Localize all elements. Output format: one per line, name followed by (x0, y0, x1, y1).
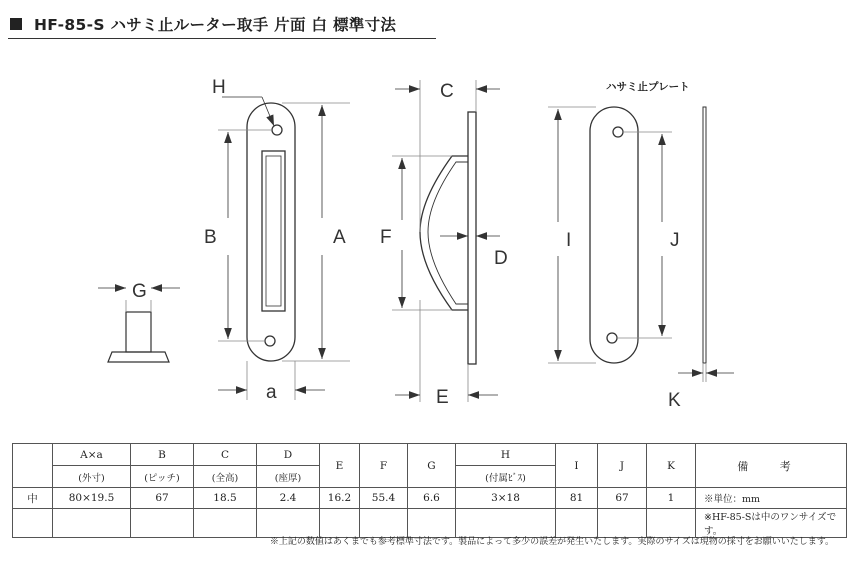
table-row (13, 488, 847, 509)
dim-j (616, 132, 672, 338)
header-cell: H (456, 444, 556, 466)
dim-b (218, 130, 272, 341)
handle-side-view (420, 112, 476, 364)
header-cell: J (598, 444, 647, 488)
label-k: K (668, 390, 681, 411)
label-j: J (670, 230, 680, 251)
label-f: F (380, 227, 392, 248)
title-text: HF-85-S ハサミ止ルーター取手 片面 白 標準寸法 (34, 16, 397, 34)
size-cell: 中 (13, 488, 53, 509)
value-cell: 16.2 (320, 488, 360, 509)
empty-cell (53, 509, 131, 538)
label-h: H (212, 77, 226, 98)
value-cell: 18.5 (194, 488, 257, 509)
spec-table (12, 443, 847, 538)
dim-f (392, 156, 452, 310)
header-size (13, 444, 53, 488)
handle-front-view (247, 103, 295, 361)
label-b: B (204, 227, 217, 248)
value-cell: 2.4 (257, 488, 320, 509)
value-cell: 67 (131, 488, 194, 509)
remark-cell: ※単位：mm (696, 488, 847, 509)
empty-cell (194, 509, 257, 538)
header-sub-cell: (付属ﾋﾞｽ) (456, 466, 556, 488)
empty-cell (131, 509, 194, 538)
header-cell: G (408, 444, 456, 488)
knob-side-view (108, 312, 169, 362)
label-a-width: a (266, 382, 277, 403)
value-cell: 3×18 (456, 488, 556, 509)
header-sub-cell: (座厚) (257, 466, 320, 488)
dim-i (548, 107, 596, 363)
label-d: D (494, 248, 508, 269)
header-remarks: 備 考 (696, 444, 847, 488)
empty-cell (13, 509, 53, 538)
value-cell: 81 (556, 488, 598, 509)
header-row-main (13, 444, 847, 466)
value-cell: 67 (598, 488, 647, 509)
label-c: C (440, 81, 454, 102)
header-cell: C (194, 444, 257, 466)
header-sub-cell: (外寸) (53, 466, 131, 488)
label-g: G (132, 281, 147, 302)
header-cell: E (320, 444, 360, 488)
header-cell: K (647, 444, 696, 488)
label-a: A (333, 227, 346, 248)
header-cell: A×a (53, 444, 131, 466)
header-cell: I (556, 444, 598, 488)
remark-cell: ※HF-85-Sは中のワンサイズです。 (696, 509, 847, 538)
value-cell: 80×19.5 (53, 488, 131, 509)
value-cell: 55.4 (360, 488, 408, 509)
header-cell: B (131, 444, 194, 466)
header-sub-cell: (ピッチ) (131, 466, 194, 488)
value-cell: 6.6 (408, 488, 456, 509)
dim-k (678, 363, 734, 382)
plate-caption: ハサミ止プレート (606, 81, 690, 93)
header-cell: F (360, 444, 408, 488)
clamp-plate-view (590, 107, 706, 363)
value-cell: 1 (647, 488, 696, 509)
footnote: ※上記の数値はあくまでも参考標準寸法です。製品によって多少の誤差が発生いたします。実際のサイズは現物の採寸をお願いいたします。 (269, 537, 834, 547)
header-cell: D (257, 444, 320, 466)
header-sub-cell: (全高) (194, 466, 257, 488)
label-i: I (566, 230, 572, 251)
label-e: E (436, 387, 449, 408)
